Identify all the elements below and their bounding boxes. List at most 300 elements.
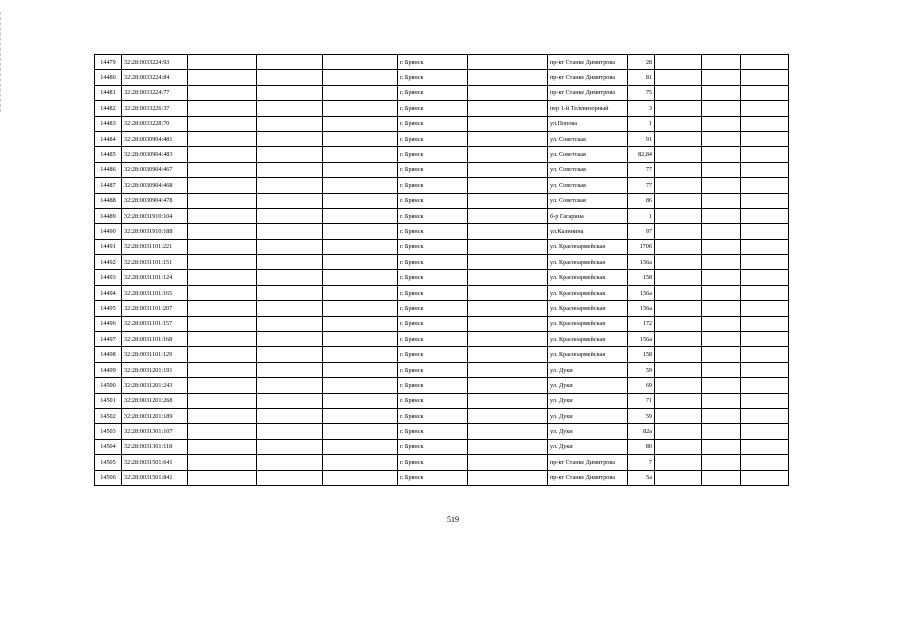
house-number-cell: 1 — [628, 208, 655, 223]
empty-cell — [741, 208, 789, 223]
empty-cell — [468, 193, 548, 208]
table-row — [95, 85, 789, 100]
empty-cell — [468, 301, 548, 316]
empty-cell — [741, 147, 789, 162]
street-cell: ул. Красноармейская — [548, 270, 628, 285]
empty-cell — [702, 70, 741, 85]
city-cell: г. Брянск — [398, 424, 468, 439]
empty-cell — [468, 70, 548, 85]
record-number-cell: 14502 — [95, 408, 122, 423]
record-number-cell: 14492 — [95, 255, 122, 270]
record-number-cell: 14506 — [95, 470, 122, 485]
empty-cell — [702, 116, 741, 131]
empty-cell — [468, 270, 548, 285]
street-cell: ул. Красноармейская — [548, 255, 628, 270]
empty-cell — [468, 101, 548, 116]
empty-cell — [257, 70, 323, 85]
house-number-cell: 77 — [628, 162, 655, 177]
house-number-cell: 59 — [628, 408, 655, 423]
empty-cell — [323, 470, 398, 485]
city-cell: г. Брянск — [398, 362, 468, 377]
empty-cell — [702, 162, 741, 177]
empty-cell — [655, 116, 702, 131]
street-cell: пр-кт Станке Димитрова — [548, 470, 628, 485]
empty-cell — [655, 131, 702, 146]
empty-cell — [702, 408, 741, 423]
table-row — [95, 285, 789, 300]
cadastral-number-cell: 32:28:0031101:165 — [122, 285, 188, 300]
empty-cell — [257, 239, 323, 254]
empty-cell — [655, 85, 702, 100]
empty-cell — [702, 332, 741, 347]
street-cell: ул. Советская — [548, 193, 628, 208]
street-cell: ул. Дуки — [548, 393, 628, 408]
empty-cell — [323, 347, 398, 362]
street-cell: пр-кт Станке Димитрова — [548, 70, 628, 85]
empty-cell — [188, 101, 257, 116]
empty-cell — [468, 131, 548, 146]
empty-cell — [702, 347, 741, 362]
empty-cell — [188, 378, 257, 393]
table-row — [95, 178, 789, 193]
city-cell: г. Брянск — [398, 70, 468, 85]
city-cell: г. Брянск — [398, 301, 468, 316]
house-number-cell: 86 — [628, 193, 655, 208]
empty-cell — [655, 193, 702, 208]
table-row — [95, 239, 789, 254]
empty-cell — [257, 147, 323, 162]
empty-cell — [323, 455, 398, 470]
cadastral-number-cell: 32:28:0031101:129 — [122, 347, 188, 362]
empty-cell — [188, 393, 257, 408]
city-cell: г. Брянск — [398, 285, 468, 300]
street-cell: ул.Попова — [548, 116, 628, 131]
record-number-cell: 14489 — [95, 208, 122, 223]
street-cell: ул. Красноармейская — [548, 316, 628, 331]
empty-cell — [741, 301, 789, 316]
table-row — [95, 101, 789, 116]
empty-cell — [702, 224, 741, 239]
empty-cell — [323, 362, 398, 377]
registry-table — [94, 54, 789, 486]
empty-cell — [702, 131, 741, 146]
empty-cell — [468, 285, 548, 300]
table-row — [95, 362, 789, 377]
empty-cell — [468, 408, 548, 423]
empty-cell — [257, 439, 323, 454]
empty-cell — [741, 239, 789, 254]
empty-cell — [257, 347, 323, 362]
cadastral-number-cell: 32:28:0030904:468 — [122, 178, 188, 193]
empty-cell — [323, 178, 398, 193]
empty-cell — [468, 116, 548, 131]
empty-cell — [257, 131, 323, 146]
street-cell: ул. Дуки — [548, 439, 628, 454]
empty-cell — [655, 347, 702, 362]
empty-cell — [188, 116, 257, 131]
empty-cell — [257, 301, 323, 316]
record-number-cell: 14491 — [95, 239, 122, 254]
empty-cell — [257, 224, 323, 239]
record-number-cell: 14494 — [95, 285, 122, 300]
house-number-cell: 75 — [628, 85, 655, 100]
city-cell: г. Брянск — [398, 239, 468, 254]
city-cell: г. Брянск — [398, 408, 468, 423]
record-number-cell: 14486 — [95, 162, 122, 177]
empty-cell — [323, 301, 398, 316]
cadastral-number-cell: 32:28:0033226:37 — [122, 101, 188, 116]
empty-cell — [323, 224, 398, 239]
record-number-cell: 14505 — [95, 455, 122, 470]
empty-cell — [702, 301, 741, 316]
empty-cell — [188, 239, 257, 254]
empty-cell — [323, 162, 398, 177]
empty-cell — [468, 332, 548, 347]
empty-cell — [468, 470, 548, 485]
street-cell: б-р Гагарина — [548, 208, 628, 223]
empty-cell — [702, 424, 741, 439]
empty-cell — [323, 255, 398, 270]
table-row — [95, 270, 789, 285]
empty-cell — [741, 347, 789, 362]
empty-cell — [702, 378, 741, 393]
empty-cell — [741, 424, 789, 439]
street-cell: ул. Красноармейская — [548, 239, 628, 254]
empty-cell — [655, 224, 702, 239]
city-cell: г. Брянск — [398, 224, 468, 239]
empty-cell — [741, 224, 789, 239]
empty-cell — [323, 85, 398, 100]
empty-cell — [655, 439, 702, 454]
house-number-cell: 28 — [628, 55, 655, 70]
table-row — [95, 116, 789, 131]
empty-cell — [257, 178, 323, 193]
empty-cell — [655, 301, 702, 316]
table-row — [95, 224, 789, 239]
empty-cell — [323, 55, 398, 70]
empty-cell — [468, 255, 548, 270]
empty-cell — [323, 316, 398, 331]
house-number-cell: 1 — [628, 116, 655, 131]
empty-cell — [188, 224, 257, 239]
empty-cell — [323, 424, 398, 439]
empty-cell — [655, 316, 702, 331]
empty-cell — [188, 439, 257, 454]
cadastral-number-cell: 32:28:0031501:641 — [122, 455, 188, 470]
cadastral-number-cell: 32:28:0031301:118 — [122, 439, 188, 454]
street-cell: пр-кт Станке Димитрова — [548, 85, 628, 100]
empty-cell — [257, 116, 323, 131]
city-cell: г. Брянск — [398, 470, 468, 485]
empty-cell — [741, 270, 789, 285]
cadastral-number-cell: 32:28:0031101:124 — [122, 270, 188, 285]
table-row — [95, 439, 789, 454]
empty-cell — [702, 208, 741, 223]
empty-cell — [702, 455, 741, 470]
record-number-cell: 14488 — [95, 193, 122, 208]
empty-cell — [468, 316, 548, 331]
empty-cell — [257, 393, 323, 408]
empty-cell — [323, 270, 398, 285]
empty-cell — [257, 408, 323, 423]
empty-cell — [323, 131, 398, 146]
empty-cell — [188, 362, 257, 377]
empty-cell — [702, 193, 741, 208]
street-cell: ул. Красноармейская — [548, 285, 628, 300]
city-cell: г. Брянск — [398, 270, 468, 285]
record-number-cell: 14481 — [95, 85, 122, 100]
empty-cell — [323, 116, 398, 131]
empty-cell — [257, 85, 323, 100]
empty-cell — [702, 316, 741, 331]
empty-cell — [188, 424, 257, 439]
house-number-cell: 158 — [628, 270, 655, 285]
cadastral-number-cell: 32:28:0031501:841 — [122, 470, 188, 485]
table-row — [95, 378, 789, 393]
empty-cell — [188, 347, 257, 362]
house-number-cell: 81 — [628, 70, 655, 85]
empty-cell — [741, 131, 789, 146]
empty-cell — [741, 332, 789, 347]
record-number-cell: 14496 — [95, 316, 122, 331]
empty-cell — [655, 470, 702, 485]
empty-cell — [655, 178, 702, 193]
empty-cell — [257, 255, 323, 270]
cadastral-number-cell: 32:28:0030904:478 — [122, 193, 188, 208]
record-number-cell: 14482 — [95, 101, 122, 116]
empty-cell — [741, 116, 789, 131]
table-row — [95, 408, 789, 423]
city-cell: г. Брянск — [398, 162, 468, 177]
empty-cell — [468, 178, 548, 193]
empty-cell — [188, 455, 257, 470]
house-number-cell: 77 — [628, 178, 655, 193]
street-cell: ул. Дуки — [548, 378, 628, 393]
empty-cell — [702, 362, 741, 377]
empty-cell — [655, 424, 702, 439]
record-number-cell: 14504 — [95, 439, 122, 454]
cadastral-number-cell: 32:28:0031201:189 — [122, 408, 188, 423]
empty-cell — [188, 270, 257, 285]
empty-cell — [702, 239, 741, 254]
empty-cell — [468, 393, 548, 408]
empty-cell — [323, 193, 398, 208]
empty-cell — [741, 470, 789, 485]
empty-cell — [257, 270, 323, 285]
cadastral-number-cell: 32:28:0031101:221 — [122, 239, 188, 254]
empty-cell — [655, 162, 702, 177]
empty-cell — [468, 439, 548, 454]
street-cell: ул. Красноармейская — [548, 332, 628, 347]
empty-cell — [257, 424, 323, 439]
empty-cell — [655, 70, 702, 85]
house-number-cell: 97 — [628, 224, 655, 239]
empty-cell — [741, 316, 789, 331]
city-cell: г. Брянск — [398, 393, 468, 408]
empty-cell — [702, 285, 741, 300]
table-row — [95, 70, 789, 85]
empty-cell — [468, 208, 548, 223]
empty-cell — [655, 378, 702, 393]
table-row — [95, 393, 789, 408]
empty-cell — [741, 285, 789, 300]
empty-cell — [702, 178, 741, 193]
table-row — [95, 147, 789, 162]
empty-cell — [741, 362, 789, 377]
empty-cell — [741, 455, 789, 470]
house-number-cell: 82,84 — [628, 147, 655, 162]
city-cell: г. Брянск — [398, 178, 468, 193]
empty-cell — [655, 455, 702, 470]
empty-cell — [468, 224, 548, 239]
table-row — [95, 470, 789, 485]
empty-cell — [257, 332, 323, 347]
house-number-cell: 3 — [628, 101, 655, 116]
city-cell: г. Брянск — [398, 316, 468, 331]
cadastral-number-cell: 32:28:0031910:104 — [122, 208, 188, 223]
empty-cell — [468, 424, 548, 439]
house-number-cell: 91 — [628, 131, 655, 146]
house-number-cell: 82а — [628, 424, 655, 439]
street-cell: пер 1-й Телевизорный — [548, 101, 628, 116]
empty-cell — [702, 255, 741, 270]
table-row — [95, 301, 789, 316]
cadastral-number-cell: 32:28:0031101:157 — [122, 316, 188, 331]
empty-cell — [741, 439, 789, 454]
empty-cell — [655, 270, 702, 285]
table-row — [95, 316, 789, 331]
empty-cell — [655, 362, 702, 377]
city-cell: г. Брянск — [398, 208, 468, 223]
scan-edge-mark — [0, 12, 4, 112]
empty-cell — [468, 147, 548, 162]
empty-cell — [741, 101, 789, 116]
cadastral-number-cell: 32:28:0030904:481 — [122, 131, 188, 146]
empty-cell — [257, 285, 323, 300]
empty-cell — [323, 147, 398, 162]
empty-cell — [468, 162, 548, 177]
table-row — [95, 193, 789, 208]
empty-cell — [188, 131, 257, 146]
empty-cell — [188, 85, 257, 100]
empty-cell — [655, 101, 702, 116]
empty-cell — [257, 470, 323, 485]
empty-cell — [323, 285, 398, 300]
city-cell: г. Брянск — [398, 101, 468, 116]
record-number-cell: 14493 — [95, 270, 122, 285]
empty-cell — [257, 208, 323, 223]
city-cell: г. Брянск — [398, 439, 468, 454]
cadastral-number-cell: 32:28:0030904:467 — [122, 162, 188, 177]
house-number-cell: 80 — [628, 439, 655, 454]
empty-cell — [188, 70, 257, 85]
table-row — [95, 162, 789, 177]
cadastral-number-cell: 32:28:0031201:268 — [122, 393, 188, 408]
empty-cell — [257, 455, 323, 470]
table-row — [95, 55, 789, 70]
empty-cell — [188, 255, 257, 270]
city-cell: г. Брянск — [398, 193, 468, 208]
record-number-cell: 14480 — [95, 70, 122, 85]
empty-cell — [188, 208, 257, 223]
city-cell: г. Брянск — [398, 347, 468, 362]
empty-cell — [741, 178, 789, 193]
empty-cell — [655, 239, 702, 254]
cadastral-number-cell: 32:28:0033224:93 — [122, 55, 188, 70]
empty-cell — [188, 470, 257, 485]
empty-cell — [702, 55, 741, 70]
empty-cell — [323, 332, 398, 347]
cadastral-number-cell: 32:28:0031910:188 — [122, 224, 188, 239]
cadastral-number-cell: 32:28:0031101:207 — [122, 301, 188, 316]
empty-cell — [468, 362, 548, 377]
empty-cell — [468, 455, 548, 470]
empty-cell — [702, 439, 741, 454]
empty-cell — [741, 378, 789, 393]
house-number-cell: 156а — [628, 285, 655, 300]
house-number-cell: 69 — [628, 378, 655, 393]
empty-cell — [257, 362, 323, 377]
empty-cell — [741, 193, 789, 208]
empty-cell — [188, 285, 257, 300]
table-row — [95, 208, 789, 223]
empty-cell — [741, 70, 789, 85]
record-number-cell: 14490 — [95, 224, 122, 239]
street-cell: ул. Красноармейская — [548, 347, 628, 362]
empty-cell — [323, 378, 398, 393]
record-number-cell: 14503 — [95, 424, 122, 439]
empty-cell — [468, 55, 548, 70]
street-cell: пр-кт Станке Димитрова — [548, 455, 628, 470]
city-cell: г. Брянск — [398, 455, 468, 470]
record-number-cell: 14497 — [95, 332, 122, 347]
cadastral-number-cell: 32:28:0033224:77 — [122, 85, 188, 100]
house-number-cell: 170б — [628, 239, 655, 254]
empty-cell — [702, 393, 741, 408]
city-cell: г. Брянск — [398, 255, 468, 270]
cadastral-number-cell: 32:28:0033224:84 — [122, 70, 188, 85]
table-row — [95, 332, 789, 347]
city-cell: г. Брянск — [398, 131, 468, 146]
street-cell: пр-кт Станке Димитрова — [548, 55, 628, 70]
empty-cell — [257, 378, 323, 393]
record-number-cell: 14495 — [95, 301, 122, 316]
house-number-cell: 156а — [628, 332, 655, 347]
empty-cell — [188, 147, 257, 162]
record-number-cell: 14499 — [95, 362, 122, 377]
empty-cell — [257, 101, 323, 116]
house-number-cell: 5а — [628, 470, 655, 485]
street-cell: ул. Дуки — [548, 408, 628, 423]
house-number-cell: 7 — [628, 455, 655, 470]
empty-cell — [323, 408, 398, 423]
registry-rows — [95, 55, 789, 486]
empty-cell — [188, 332, 257, 347]
empty-cell — [741, 85, 789, 100]
empty-cell — [188, 316, 257, 331]
table-row — [95, 255, 789, 270]
record-number-cell: 14501 — [95, 393, 122, 408]
empty-cell — [468, 347, 548, 362]
record-number-cell: 14483 — [95, 116, 122, 131]
empty-cell — [188, 178, 257, 193]
city-cell: г. Брянск — [398, 332, 468, 347]
empty-cell — [188, 162, 257, 177]
empty-cell — [257, 162, 323, 177]
empty-cell — [655, 147, 702, 162]
empty-cell — [741, 408, 789, 423]
empty-cell — [702, 270, 741, 285]
